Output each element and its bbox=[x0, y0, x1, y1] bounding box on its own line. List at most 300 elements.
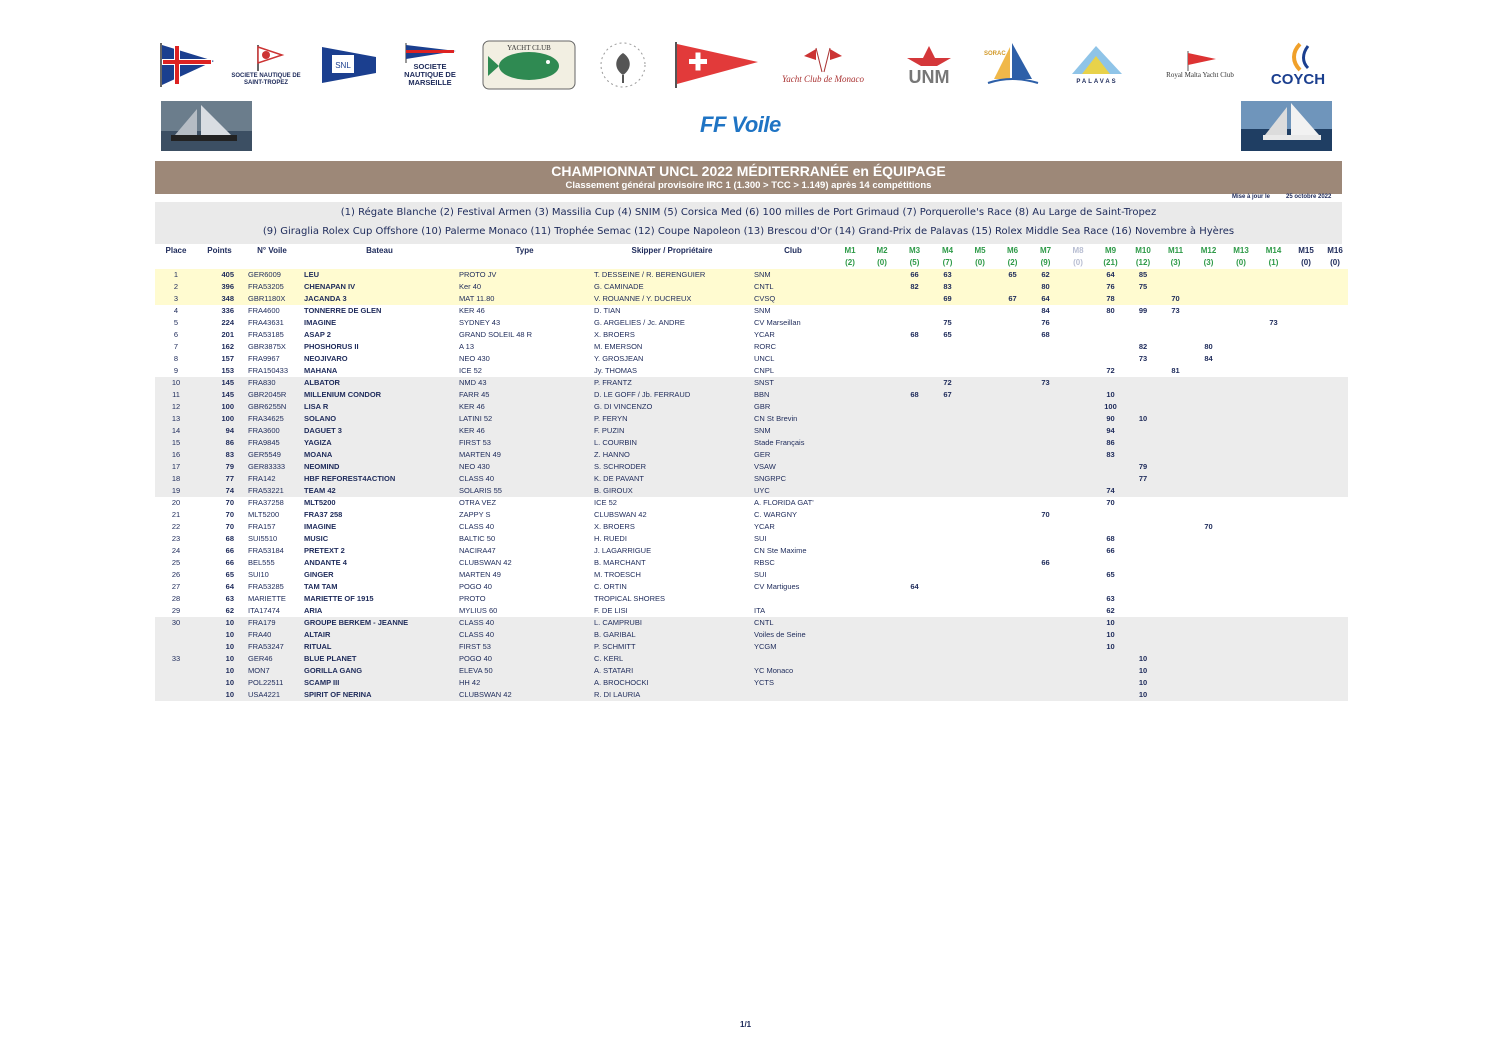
cell-skipper: D. TIAN bbox=[592, 305, 752, 317]
page-number: 1/1 bbox=[740, 1020, 752, 1029]
cell-m10: 85 bbox=[1127, 269, 1159, 281]
cell-m2 bbox=[866, 569, 898, 581]
cell-m4 bbox=[931, 449, 964, 461]
cell-boat: GORILLA GANG bbox=[302, 665, 457, 677]
cell-type: CLASS 40 bbox=[457, 617, 592, 629]
cell-m13 bbox=[1225, 533, 1257, 545]
st-mathieu-flag-logo bbox=[160, 38, 216, 92]
cell-m11 bbox=[1159, 677, 1192, 689]
cell-club: CNPL bbox=[752, 365, 834, 377]
monaco-label: Yacht Club de Monaco bbox=[782, 74, 864, 84]
col-m10: M10 bbox=[1135, 246, 1151, 255]
cell-m1 bbox=[834, 557, 866, 569]
cell-points: 65 bbox=[197, 569, 242, 581]
cell-m11 bbox=[1159, 533, 1192, 545]
cell-m2 bbox=[866, 641, 898, 653]
cell-m16 bbox=[1322, 365, 1348, 377]
cell-m16 bbox=[1322, 341, 1348, 353]
cell-m1 bbox=[834, 449, 866, 461]
cell-m15 bbox=[1290, 425, 1322, 437]
cell-m16 bbox=[1322, 521, 1348, 533]
table-row bbox=[155, 581, 1348, 593]
cell-m13 bbox=[1225, 485, 1257, 497]
cell-skipper: P. FERYN bbox=[592, 413, 752, 425]
cell-sail: FRA53184 bbox=[242, 545, 302, 557]
cell-m5 bbox=[964, 413, 996, 425]
cell-m1 bbox=[834, 677, 866, 689]
cell-skipper: P. FRANTZ bbox=[592, 377, 752, 389]
cell-m14 bbox=[1257, 305, 1290, 317]
cell-m6 bbox=[996, 305, 1029, 317]
cell-m13 bbox=[1225, 317, 1257, 329]
cell-sail: GBR1180X bbox=[242, 293, 302, 305]
cell-m16 bbox=[1322, 509, 1348, 521]
cell-m4 bbox=[931, 653, 964, 665]
cell-sail: MARIETTE bbox=[242, 593, 302, 605]
cell-m4 bbox=[931, 545, 964, 557]
cell-points: 100 bbox=[197, 413, 242, 425]
unm-logo bbox=[894, 38, 964, 92]
cell-m6 bbox=[996, 461, 1029, 473]
cell-type: NACIRA47 bbox=[457, 545, 592, 557]
cell-sail: MLT5200 bbox=[242, 509, 302, 521]
sorac-logo bbox=[978, 38, 1046, 92]
cell-skipper: TROPICAL SHORES bbox=[592, 593, 752, 605]
table-row bbox=[155, 533, 1348, 545]
cell-m8 bbox=[1062, 569, 1094, 581]
col-m8: M8 bbox=[1072, 246, 1084, 255]
cell-m13 bbox=[1225, 377, 1257, 389]
cell-place: 11 bbox=[155, 389, 197, 401]
cell-boat: MLT5200 bbox=[302, 497, 457, 509]
cell-type: CLASS 40 bbox=[457, 473, 592, 485]
cell-m5 bbox=[964, 401, 996, 413]
cell-m6 bbox=[996, 473, 1029, 485]
col-m13-count: (0) bbox=[1236, 258, 1246, 267]
cell-m11 bbox=[1159, 437, 1192, 449]
cell-m13 bbox=[1225, 305, 1257, 317]
cell-m6 bbox=[996, 629, 1029, 641]
cell-m5 bbox=[964, 677, 996, 689]
cell-sail: GER46 bbox=[242, 653, 302, 665]
cell-m16 bbox=[1322, 545, 1348, 557]
cell-m10 bbox=[1127, 437, 1159, 449]
cell-skipper: B. GIROUX bbox=[592, 485, 752, 497]
cell-m16 bbox=[1322, 389, 1348, 401]
cell-m9: 72 bbox=[1094, 365, 1127, 377]
cell-m3 bbox=[898, 605, 931, 617]
cell-m6 bbox=[996, 581, 1029, 593]
cell-m4 bbox=[931, 341, 964, 353]
cell-m3 bbox=[898, 497, 931, 509]
cell-place: 9 bbox=[155, 365, 197, 377]
cell-m13 bbox=[1225, 497, 1257, 509]
cell-m12 bbox=[1192, 605, 1225, 617]
cell-m3 bbox=[898, 677, 931, 689]
cell-m10 bbox=[1127, 365, 1159, 377]
cell-m5 bbox=[964, 689, 996, 701]
cell-m12 bbox=[1192, 389, 1225, 401]
cell-m8 bbox=[1062, 293, 1094, 305]
cell-m2 bbox=[866, 629, 898, 641]
cell-m14 bbox=[1257, 341, 1290, 353]
cell-sail: SUI10 bbox=[242, 569, 302, 581]
cell-m5 bbox=[964, 557, 996, 569]
cell-m5 bbox=[964, 617, 996, 629]
yacht-club-label: YACHT CLUB bbox=[507, 44, 551, 52]
cell-boat: TEAM 42 bbox=[302, 485, 457, 497]
cell-m9 bbox=[1094, 665, 1127, 677]
cell-m10: 99 bbox=[1127, 305, 1159, 317]
cell-boat: SCAMP III bbox=[302, 677, 457, 689]
cell-m9: 83 bbox=[1094, 449, 1127, 461]
cell-m2 bbox=[866, 557, 898, 569]
cell-m15 bbox=[1290, 521, 1322, 533]
cell-boat: LISA R bbox=[302, 401, 457, 413]
cell-m1 bbox=[834, 665, 866, 677]
cell-m6: 67 bbox=[996, 293, 1029, 305]
cell-m11 bbox=[1159, 689, 1192, 701]
cell-m9 bbox=[1094, 509, 1127, 521]
cell-m6 bbox=[996, 281, 1029, 293]
cell-m7 bbox=[1029, 485, 1062, 497]
cell-m5 bbox=[964, 593, 996, 605]
cell-m4 bbox=[931, 605, 964, 617]
cell-m11 bbox=[1159, 449, 1192, 461]
cell-type: CLUBSWAN 42 bbox=[457, 557, 592, 569]
col-m1: M1 bbox=[844, 246, 856, 255]
race-legend bbox=[155, 202, 1342, 244]
col-m1-count: (2) bbox=[845, 258, 855, 267]
cell-m12: 80 bbox=[1192, 341, 1225, 353]
cell-boat: ALBATOR bbox=[302, 377, 457, 389]
cell-m2 bbox=[866, 437, 898, 449]
cell-club: GER bbox=[752, 449, 834, 461]
cell-m11: 73 bbox=[1159, 305, 1192, 317]
cell-m13 bbox=[1225, 293, 1257, 305]
table-row bbox=[155, 509, 1348, 521]
cell-m6 bbox=[996, 533, 1029, 545]
cell-skipper: J. LAGARRIGUE bbox=[592, 545, 752, 557]
cell-m15 bbox=[1290, 341, 1322, 353]
col-m15: M15 bbox=[1298, 246, 1314, 255]
cell-m2 bbox=[866, 269, 898, 281]
cell-club: RBSC bbox=[752, 557, 834, 569]
cell-skipper: M. TROESCH bbox=[592, 569, 752, 581]
cell-m9: 10 bbox=[1094, 641, 1127, 653]
cell-m3 bbox=[898, 629, 931, 641]
cell-m13 bbox=[1225, 689, 1257, 701]
cell-points: 83 bbox=[197, 449, 242, 461]
cell-m6 bbox=[996, 665, 1029, 677]
cell-m4: 65 bbox=[931, 329, 964, 341]
cell-m4 bbox=[931, 617, 964, 629]
cell-m1 bbox=[834, 545, 866, 557]
cell-m8 bbox=[1062, 269, 1094, 281]
cell-m16 bbox=[1322, 425, 1348, 437]
cell-m1 bbox=[834, 401, 866, 413]
cell-m5 bbox=[964, 353, 996, 365]
cell-m6 bbox=[996, 557, 1029, 569]
cell-m15 bbox=[1290, 449, 1322, 461]
cell-place: 22 bbox=[155, 521, 197, 533]
cell-m15 bbox=[1290, 365, 1322, 377]
cell-boat: ASAP 2 bbox=[302, 329, 457, 341]
cell-points: 201 bbox=[197, 329, 242, 341]
table-row bbox=[155, 437, 1348, 449]
cell-m7 bbox=[1029, 641, 1062, 653]
cell-place: 3 bbox=[155, 293, 197, 305]
cell-m3 bbox=[898, 689, 931, 701]
cell-m8 bbox=[1062, 521, 1094, 533]
cell-m14 bbox=[1257, 461, 1290, 473]
cell-m3 bbox=[898, 641, 931, 653]
cell-m11 bbox=[1159, 653, 1192, 665]
cell-m12 bbox=[1192, 557, 1225, 569]
cell-m8 bbox=[1062, 497, 1094, 509]
cell-club: SNGRPC bbox=[752, 473, 834, 485]
cell-m8 bbox=[1062, 461, 1094, 473]
cell-type: FARR 45 bbox=[457, 389, 592, 401]
cell-m6 bbox=[996, 353, 1029, 365]
cell-m5 bbox=[964, 473, 996, 485]
cell-m15 bbox=[1290, 377, 1322, 389]
cell-m4 bbox=[931, 689, 964, 701]
cell-m5 bbox=[964, 497, 996, 509]
cell-m3 bbox=[898, 461, 931, 473]
col-m14-count: (1) bbox=[1268, 258, 1279, 267]
cell-m7 bbox=[1029, 497, 1062, 509]
results-body bbox=[155, 269, 1348, 701]
cell-m11 bbox=[1159, 665, 1192, 677]
cell-m3 bbox=[898, 401, 931, 413]
cell-m16 bbox=[1322, 581, 1348, 593]
cell-m1 bbox=[834, 353, 866, 365]
cell-m5 bbox=[964, 317, 996, 329]
cell-m15 bbox=[1290, 497, 1322, 509]
cell-m1 bbox=[834, 485, 866, 497]
cell-m6 bbox=[996, 641, 1029, 653]
cell-sail: FRA3600 bbox=[242, 425, 302, 437]
cell-type: NEO 430 bbox=[457, 461, 592, 473]
cell-m12 bbox=[1192, 401, 1225, 413]
cell-m3 bbox=[898, 413, 931, 425]
cell-m5 bbox=[964, 461, 996, 473]
cell-club: CN Ste Maxime bbox=[752, 545, 834, 557]
cell-m13 bbox=[1225, 329, 1257, 341]
cell-m5 bbox=[964, 269, 996, 281]
cell-m14 bbox=[1257, 389, 1290, 401]
table-row bbox=[155, 377, 1348, 389]
cell-m7 bbox=[1029, 677, 1062, 689]
cell-m9: 76 bbox=[1094, 281, 1127, 293]
cell-m2 bbox=[866, 353, 898, 365]
table-row bbox=[155, 269, 1348, 281]
cell-m4 bbox=[931, 677, 964, 689]
cell-sail: FRA157 bbox=[242, 521, 302, 533]
cell-boat: YAGIZA bbox=[302, 437, 457, 449]
cell-m7 bbox=[1029, 413, 1062, 425]
cell-m13 bbox=[1225, 605, 1257, 617]
cell-points: 68 bbox=[197, 533, 242, 545]
cell-m8 bbox=[1062, 665, 1094, 677]
cell-m1 bbox=[834, 497, 866, 509]
cell-m1 bbox=[834, 629, 866, 641]
cell-place: 15 bbox=[155, 437, 197, 449]
cell-m3 bbox=[898, 473, 931, 485]
table-row bbox=[155, 365, 1348, 377]
cell-m1 bbox=[834, 341, 866, 353]
legend-line-2: (9) Giraglia Rolex Cup Offshore (10) Palerme Monaco (11) Trophée Semac (12) Coupe Napoleon (13) Brescou d'Or (14) Grand-Prix de Palavas (15) Rolex Middle Sea Race (16) Novembre à Hyères bbox=[262, 226, 1235, 237]
cell-m3: 68 bbox=[898, 389, 931, 401]
cell-type: CLASS 40 bbox=[457, 521, 592, 533]
update-label: Mise à jour le bbox=[1232, 194, 1271, 200]
cell-m2 bbox=[866, 401, 898, 413]
cell-m14 bbox=[1257, 533, 1290, 545]
cell-m1 bbox=[834, 413, 866, 425]
cell-skipper: Z. HANNO bbox=[592, 449, 752, 461]
cell-m2 bbox=[866, 521, 898, 533]
cell-place: 30 bbox=[155, 617, 197, 629]
cell-place: 24 bbox=[155, 545, 197, 557]
cell-m7 bbox=[1029, 437, 1062, 449]
cell-skipper: G. CAMINADE bbox=[592, 281, 752, 293]
cell-m13 bbox=[1225, 521, 1257, 533]
table-row bbox=[155, 677, 1348, 689]
cell-m8 bbox=[1062, 353, 1094, 365]
cell-points: 66 bbox=[197, 545, 242, 557]
cell-m9: 10 bbox=[1094, 629, 1127, 641]
cell-m2 bbox=[866, 497, 898, 509]
cell-m13 bbox=[1225, 617, 1257, 629]
cell-place: 20 bbox=[155, 497, 197, 509]
unm-label: UNM bbox=[908, 67, 950, 87]
cell-m3 bbox=[898, 449, 931, 461]
cell-m13 bbox=[1225, 389, 1257, 401]
cell-m15 bbox=[1290, 545, 1322, 557]
palavas-label: PALAVAS bbox=[1076, 79, 1118, 85]
cell-type: PROTO JV bbox=[457, 269, 592, 281]
cell-m9: 86 bbox=[1094, 437, 1127, 449]
cell-m16 bbox=[1322, 329, 1348, 341]
cell-m9 bbox=[1094, 353, 1127, 365]
cell-m1 bbox=[834, 605, 866, 617]
cell-m1 bbox=[834, 305, 866, 317]
cell-place: 18 bbox=[155, 473, 197, 485]
cell-m1 bbox=[834, 269, 866, 281]
cell-m6 bbox=[996, 689, 1029, 701]
cell-type: CLASS 40 bbox=[457, 629, 592, 641]
cell-m8 bbox=[1062, 545, 1094, 557]
cell-m6 bbox=[996, 509, 1029, 521]
cell-m16 bbox=[1322, 377, 1348, 389]
cell-m9 bbox=[1094, 521, 1127, 533]
cell-m15 bbox=[1290, 305, 1322, 317]
cell-points: 70 bbox=[197, 521, 242, 533]
cell-type: Ker 40 bbox=[457, 281, 592, 293]
cell-m14 bbox=[1257, 605, 1290, 617]
cell-points: 153 bbox=[197, 365, 242, 377]
cell-m15 bbox=[1290, 641, 1322, 653]
cell-m11 bbox=[1159, 485, 1192, 497]
cell-place: 17 bbox=[155, 461, 197, 473]
cell-m4 bbox=[931, 425, 964, 437]
col-m7: M7 bbox=[1039, 246, 1052, 255]
cell-boat: LEU bbox=[302, 269, 457, 281]
cell-m10: 77 bbox=[1127, 473, 1159, 485]
cell-m12 bbox=[1192, 653, 1225, 665]
table-row bbox=[155, 569, 1348, 581]
cell-sail: POL22511 bbox=[242, 677, 302, 689]
cell-skipper: G. DI VINCENZO bbox=[592, 401, 752, 413]
cell-m1 bbox=[834, 593, 866, 605]
table-row bbox=[155, 689, 1348, 701]
table-row bbox=[155, 593, 1348, 605]
cell-sail: GER5549 bbox=[242, 449, 302, 461]
cell-m14 bbox=[1257, 677, 1290, 689]
cell-m16 bbox=[1322, 269, 1348, 281]
cell-m12 bbox=[1192, 329, 1225, 341]
cell-club: C. WARGNY bbox=[752, 509, 834, 521]
cell-type: GRAND SOLEIL 48 R bbox=[457, 329, 592, 341]
swiss-flag-logo bbox=[672, 38, 762, 92]
cell-m2 bbox=[866, 617, 898, 629]
cell-club: SNM bbox=[752, 305, 834, 317]
cell-m13 bbox=[1225, 437, 1257, 449]
cell-m12 bbox=[1192, 281, 1225, 293]
cell-m15 bbox=[1290, 665, 1322, 677]
cell-m8 bbox=[1062, 437, 1094, 449]
cell-m6 bbox=[996, 497, 1029, 509]
table-row bbox=[155, 329, 1348, 341]
cell-m2 bbox=[866, 317, 898, 329]
cell-m6 bbox=[996, 377, 1029, 389]
cell-m11 bbox=[1159, 617, 1192, 629]
cell-type: PROTO bbox=[457, 593, 592, 605]
col-type: Type bbox=[515, 246, 534, 255]
cell-m12 bbox=[1192, 485, 1225, 497]
cell-boat: NEOJIVARO bbox=[302, 353, 457, 365]
cell-m5 bbox=[964, 341, 996, 353]
cell-m13 bbox=[1225, 509, 1257, 521]
cell-m7 bbox=[1029, 365, 1062, 377]
cell-club: Stade Français bbox=[752, 437, 834, 449]
cell-m16 bbox=[1322, 677, 1348, 689]
cell-m1 bbox=[834, 653, 866, 665]
cell-m4 bbox=[931, 521, 964, 533]
cell-m7: 80 bbox=[1029, 281, 1062, 293]
cell-m2 bbox=[866, 485, 898, 497]
cell-m16 bbox=[1322, 497, 1348, 509]
cell-m15 bbox=[1290, 281, 1322, 293]
cell-points: 62 bbox=[197, 605, 242, 617]
cell-m10: 10 bbox=[1127, 689, 1159, 701]
cell-m2 bbox=[866, 545, 898, 557]
cell-skipper: H. RUEDI bbox=[592, 533, 752, 545]
cell-m13 bbox=[1225, 425, 1257, 437]
cell-club: YC Monaco bbox=[752, 665, 834, 677]
cell-m13 bbox=[1225, 281, 1257, 293]
cell-m9 bbox=[1094, 557, 1127, 569]
cell-m14 bbox=[1257, 569, 1290, 581]
cell-m11 bbox=[1159, 641, 1192, 653]
cell-m8 bbox=[1062, 449, 1094, 461]
cell-m7 bbox=[1029, 521, 1062, 533]
cell-skipper: A. STATARI bbox=[592, 665, 752, 677]
cell-m15 bbox=[1290, 413, 1322, 425]
cell-m7 bbox=[1029, 605, 1062, 617]
cell-m10 bbox=[1127, 569, 1159, 581]
